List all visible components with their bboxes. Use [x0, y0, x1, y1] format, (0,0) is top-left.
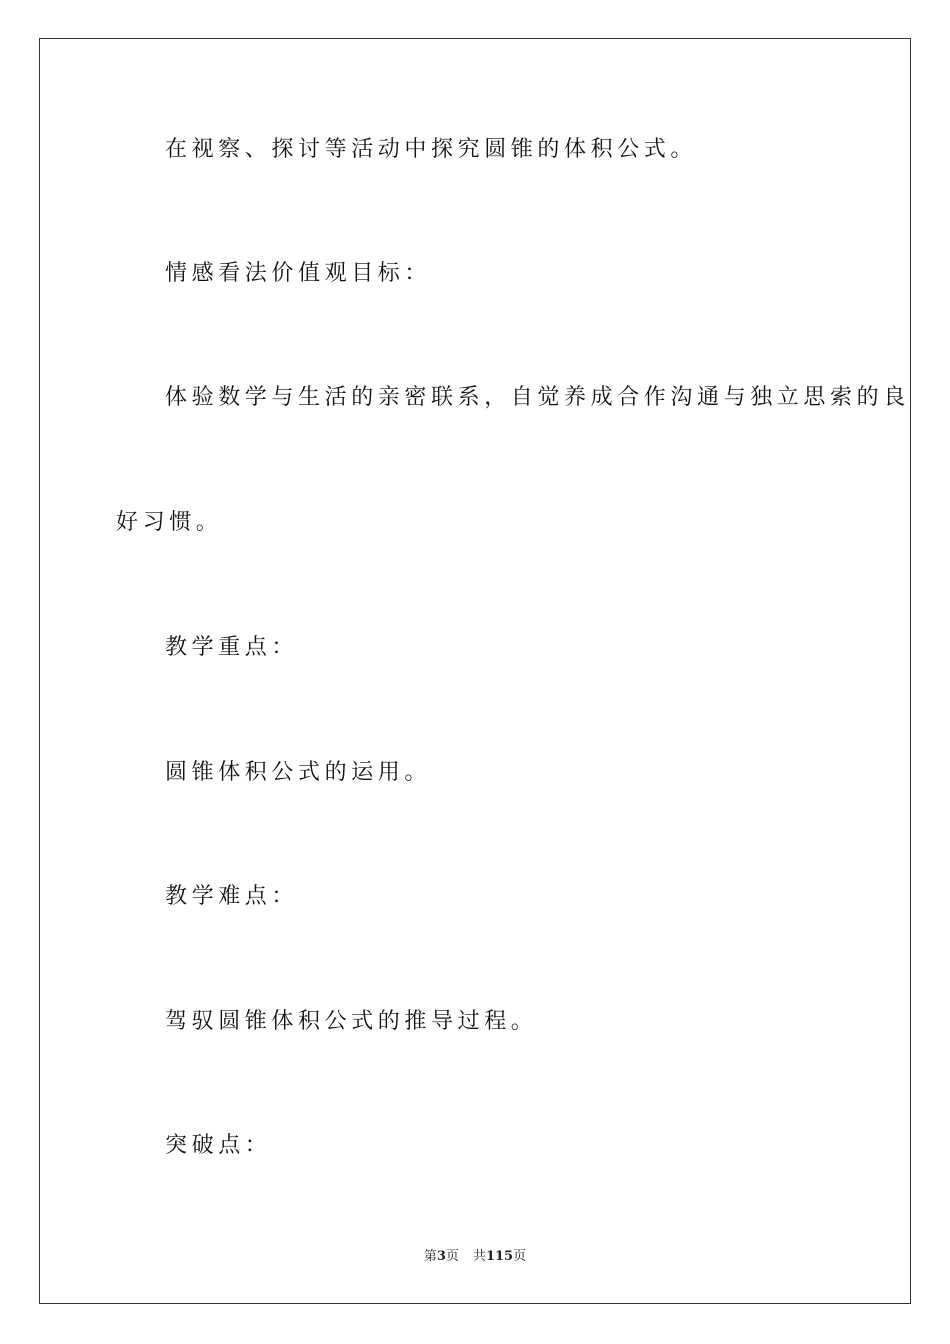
paragraph-cone-formula-use: 圆锥体积公式的运用。: [165, 760, 432, 785]
heading-emotion-values-goal: 情感看法价值观目标：: [165, 261, 432, 286]
page-border: [39, 38, 911, 1304]
paragraph-experience-math-line2: 好习惯。: [116, 510, 223, 535]
paragraph-cone-formula-derivation: 驾驭圆锥体积公式的推导过程。: [165, 1009, 538, 1034]
page-number: 3: [436, 1249, 446, 1264]
heading-breakthrough-point: 突破点：: [165, 1133, 272, 1158]
page-suffix: 页: [445, 1249, 459, 1264]
page-footer: [0, 1248, 950, 1266]
page-prefix: 第: [423, 1249, 437, 1264]
paragraph-observe-explore: 在视察、探讨等活动中探究圆锥的体积公式。: [165, 137, 698, 162]
paragraph-experience-math-line1: 体验数学与生活的亲密联系，自觉养成合作沟通与独立思索的良: [165, 385, 910, 410]
heading-teaching-focus: 教学重点：: [165, 635, 299, 660]
total-pages: 115: [485, 1249, 514, 1264]
total-suffix: 页: [513, 1249, 527, 1264]
total-prefix: 共: [472, 1249, 486, 1264]
heading-teaching-difficulty: 教学难点：: [165, 884, 299, 909]
